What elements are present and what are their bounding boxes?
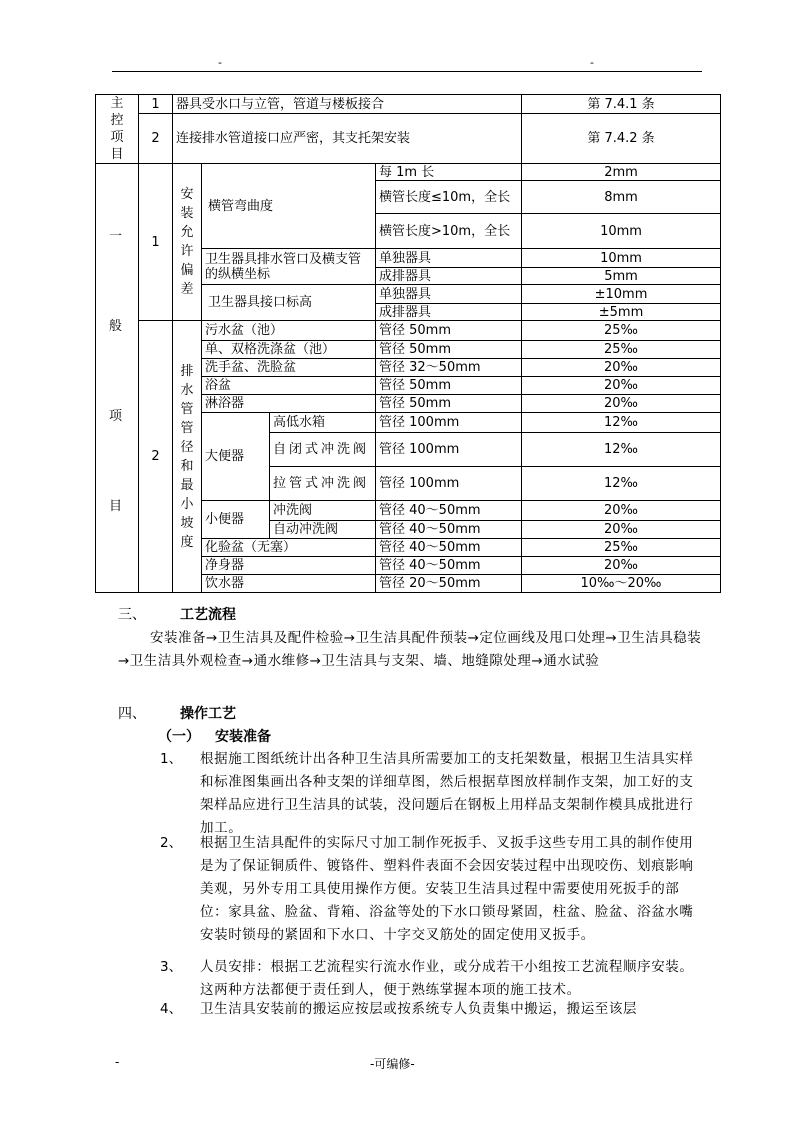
- slope-value: 20‰: [522, 521, 721, 539]
- slope-value: 25‰: [522, 539, 721, 557]
- header-right-mark: -: [590, 56, 594, 69]
- section-4-heading: [118, 703, 236, 723]
- header-left-mark: -: [218, 56, 222, 69]
- row-number: 2: [139, 114, 173, 164]
- pipe-size: 管径 50mm: [376, 377, 522, 395]
- group-label: 安 装 允 许 偏 差: [173, 164, 202, 321]
- slope-value: 12‰: [522, 467, 721, 501]
- slope-value: 20‰: [522, 359, 721, 377]
- pipe-size: 管径 40～50mm: [376, 501, 522, 521]
- fixture-name: 净身器: [202, 557, 376, 575]
- general-label-char: 项: [109, 409, 123, 424]
- pipe-size: 管径 40～50mm: [376, 557, 522, 575]
- pipe-size: 管径 100mm: [376, 413, 522, 433]
- list-item-number: 4、: [160, 1001, 183, 1017]
- fixture-name: 饮水器: [202, 575, 376, 593]
- list-item-text: 根据施工图纸统计出各种卫生洁具所需要加工的支托架数量，根据卫生洁具实样和标准图集画出各种支架的详细草图，然后根据草图放样制作支架，加工好的支架样品应进行卫生洁具的试装，没问题后在钢板上用样品支架制作模具成批进行加工。: [200, 751, 694, 836]
- acceptance-table: [95, 94, 721, 593]
- item-name: 卫生器具接口标高: [202, 285, 376, 321]
- item-text: 器具受水口与立管，管道与楼板接合: [173, 95, 522, 114]
- condition: 单独器具: [376, 249, 522, 268]
- allowance-value: ±10mm: [522, 285, 721, 304]
- condition: 每 1m 长: [376, 164, 522, 181]
- allowance-value: 5mm: [522, 268, 721, 285]
- footer-left-mark: -: [115, 1055, 120, 1069]
- slope-value: 25‰: [522, 321, 721, 341]
- subsection-title: 安装准备: [215, 729, 271, 745]
- fixture-name: 淋浴器: [202, 395, 376, 413]
- section-number: 三、: [118, 607, 146, 623]
- pipe-size: 管径 50mm: [376, 341, 522, 359]
- slope-value: 20‰: [522, 501, 721, 521]
- section-3-heading: [118, 604, 236, 624]
- fixture-name: 洗手盆、洗脸盆: [202, 359, 376, 377]
- slope-value: 20‰: [522, 377, 721, 395]
- allowance-value: 10mm: [522, 249, 721, 268]
- list-item-text: 根据卫生洁具配件的实际尺寸加工制作死扳手、叉扳手这些专用工具的制作使用是为了保证铜质件、镀铬件、塑料件表面不会因安装过程中出现咬伤、划痕影响美观，另外专用工具使用操作方便。安装卫生洁具过程中需要使用死扳手的部位：家具盆、脸盆、背箱、浴盆等处的下水口锁母紧固，柱盆、脸盆、浴盆水嘴安装时锁母的紧固和下水口、十字交叉筋处的固定使用叉扳手。: [200, 835, 694, 943]
- condition: 单独器具: [376, 285, 522, 304]
- fixture-subtype: 冲洗阀: [270, 501, 376, 521]
- condition: 成排器具: [376, 268, 522, 285]
- item-name: 横管弯曲度: [202, 164, 376, 249]
- pipe-size: 管径 50mm: [376, 321, 522, 341]
- item-text: 连接排水管道接口应严密，其支托架安装: [173, 114, 522, 164]
- main-control-label: 主 控 项 目: [96, 95, 139, 164]
- pipe-size: 管径 100mm: [376, 467, 522, 501]
- list-item-number: 1、: [160, 751, 183, 767]
- group-label: 排 水 管 管 径 和 最 小 坡 度: [173, 321, 202, 593]
- fixture-name: 单、双格洗涤盆（池）: [202, 341, 376, 359]
- slope-value: 25‰: [522, 341, 721, 359]
- fixture-name: 小便器: [202, 501, 270, 539]
- pipe-size: 管径 40～50mm: [376, 539, 522, 557]
- clause-ref: 第 7.4.1 条: [522, 95, 721, 114]
- fixture-name: 污水盆（池）: [202, 321, 376, 341]
- subsection-heading: [158, 726, 271, 746]
- allowance-value: ±5mm: [522, 304, 721, 321]
- allowance-value: 10mm: [522, 214, 721, 249]
- slope-value: 10‰～20‰: [522, 575, 721, 593]
- item-name: 卫生器具排水管口及横支管的纵横坐标: [202, 249, 376, 285]
- section-title: 操作工艺: [180, 706, 236, 722]
- fixture-subtype: 自动冲洗阀: [270, 521, 376, 539]
- section-title: 工艺流程: [180, 607, 236, 623]
- process-flow-text: 安装准备→卫生洁具及配件检验→卫生洁具配件预装→定位画线及甩口处理→卫生洁具稳装→卫生洁具外观检查→通水维修→卫生洁具与支架、墙、地缝隙处理→通水试验: [118, 630, 702, 669]
- clause-ref: 第 7.4.2 条: [522, 114, 721, 164]
- row-number: 1: [139, 95, 173, 114]
- section-number: 四、: [118, 706, 146, 722]
- allowance-value: 8mm: [522, 181, 721, 214]
- allowance-value: 2mm: [522, 164, 721, 181]
- fixture-subtype: 高低水箱: [270, 413, 376, 433]
- fixture-subtype: 自闭式冲洗阀: [270, 433, 376, 467]
- general-label-char: 般: [109, 319, 123, 334]
- footer-center-text: -可编修-: [370, 1057, 415, 1071]
- list-item-number: 2、: [160, 835, 183, 851]
- slope-value: 20‰: [522, 395, 721, 413]
- condition: 横管长度≤10m，全长: [376, 181, 522, 214]
- fixture-subtype: 拉管式冲洗阀: [270, 467, 376, 501]
- slope-value: 12‰: [522, 433, 721, 467]
- pipe-size: 管径 20～50mm: [376, 575, 522, 593]
- subsection-number: （一）: [158, 729, 200, 745]
- slope-value: 20‰: [522, 557, 721, 575]
- fixture-name: 化验盆（无塞）: [202, 539, 376, 557]
- header-rule: [112, 71, 702, 72]
- general-label-char: 一: [109, 229, 123, 244]
- general-label: [96, 164, 139, 593]
- fixture-name: 浴盆: [202, 377, 376, 395]
- row-number: 1: [139, 164, 173, 321]
- list-item-text: 卫生洁具安装前的搬运应按层或按系统专人负责集中搬运，搬运至该层: [200, 1001, 638, 1017]
- row-number: 2: [139, 321, 173, 593]
- pipe-size: 管径 32～50mm: [376, 359, 522, 377]
- list-item-number: 3、: [160, 959, 183, 975]
- fixture-name: 大便器: [202, 413, 270, 501]
- slope-value: 12‰: [522, 413, 721, 433]
- pipe-size: 管径 100mm: [376, 433, 522, 467]
- list-item-text: 人员安排：根据工艺流程实行流水作业，或分成若干小组按工艺流程顺序安装。这两种方法都便于责任到人，便于熟练掌握本项的施工技术。: [200, 959, 694, 998]
- general-label-char: 目: [109, 499, 123, 514]
- condition: 成排器具: [376, 304, 522, 321]
- condition: 横管长度>10m，全长: [376, 214, 522, 249]
- pipe-size: 管径 50mm: [376, 395, 522, 413]
- pipe-size: 管径 40～50mm: [376, 521, 522, 539]
